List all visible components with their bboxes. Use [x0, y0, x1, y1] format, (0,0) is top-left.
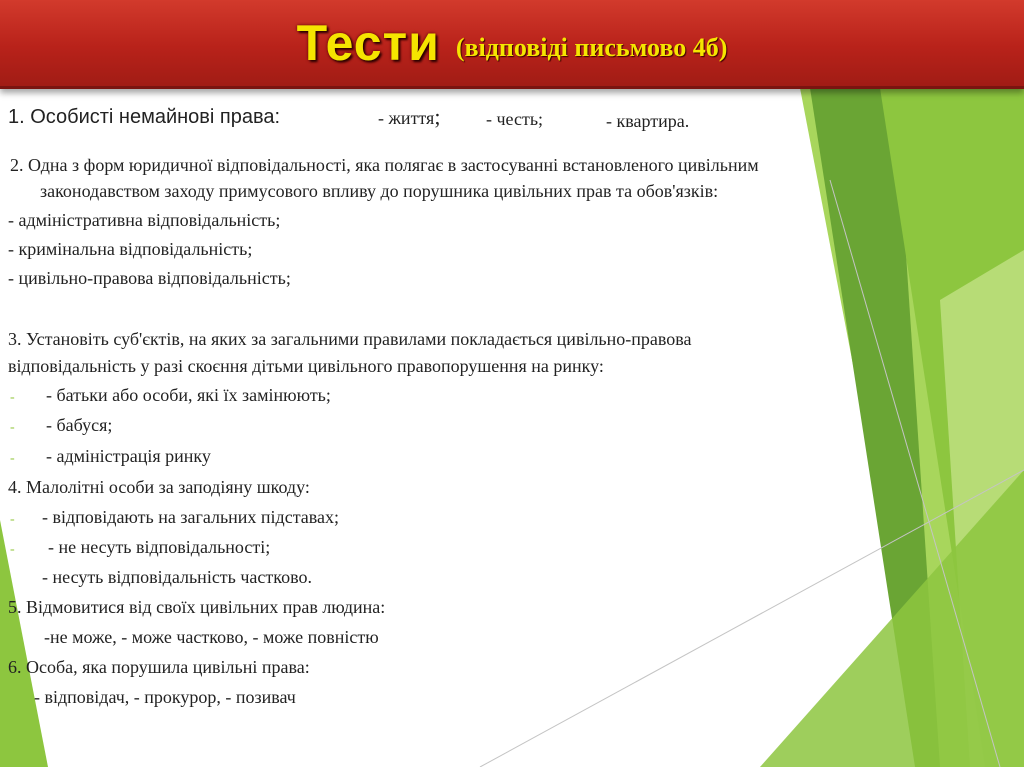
q1-label: 1. Особисті немайнові права: — [8, 106, 281, 128]
q2-text-line-1: 2. Одна з форм юридичної відповідальності, яка полягає в застосуванні встановленого цивільним — [10, 155, 759, 175]
q5-options: -не може, - може частково, - може повністю — [44, 627, 379, 647]
q3-option-1: - - батьки або особи, які їх замінюють; — [10, 384, 331, 409]
q6-options: - відповідач, - прокурор, - позивач — [34, 687, 296, 707]
q4-option-2: - - не несуть відповідальності; — [10, 536, 270, 561]
q1-option-3: - квартира. — [606, 111, 690, 131]
q4-text-line-1: 4. Малолітні особи за заподіяну шкоду: — [8, 477, 310, 497]
slide-subtitle: (відповіді письмово 4б) — [455, 33, 728, 62]
q2-option-2: - кримінальна відповідальність; — [8, 239, 253, 259]
q4-option-1: - - відповідають на загальних підставах; — [10, 506, 339, 531]
bullet-icon: - — [10, 390, 15, 405]
q3-text-line-1: 3. Установіть суб'єктів, на яких за загальними правилами покладається цивільно-правова — [8, 329, 692, 349]
bullet-icon: - — [10, 512, 15, 527]
q2-option-1: - адміністративна відповідальність; — [8, 210, 281, 230]
q1-option-1: - життя; — [378, 104, 441, 129]
q2-text-line-2: законодавством заходу примусового впливу до порушника цивільних прав та обов'язків: — [40, 181, 719, 201]
q3-text-line-2: відповідальність у разі скоєння дітьми цивільного правопорушення на ринку: — [8, 356, 604, 376]
q3-option-2: - - бабуся; — [10, 414, 112, 439]
q6-text-line-1: 6. Особа, яка порушила цивільні права: — [8, 657, 310, 677]
q1-option-2: - честь; — [486, 109, 544, 129]
bullet-icon: - — [10, 451, 15, 466]
q5-text-line-1: 5. Відмовитися від своїх цивільних прав людина: — [8, 597, 386, 617]
bullet-icon: - — [10, 542, 15, 557]
title-bar — [0, 0, 1024, 89]
q3-option-3: - - адміністрація ринку — [10, 445, 211, 470]
slide-title: Тести — [296, 15, 440, 71]
q2-option-3: - цивільно-правова відповідальність; — [8, 268, 291, 288]
q4-option-3: - несуть відповідальність частково. — [42, 567, 312, 587]
bullet-icon: - — [10, 420, 15, 435]
